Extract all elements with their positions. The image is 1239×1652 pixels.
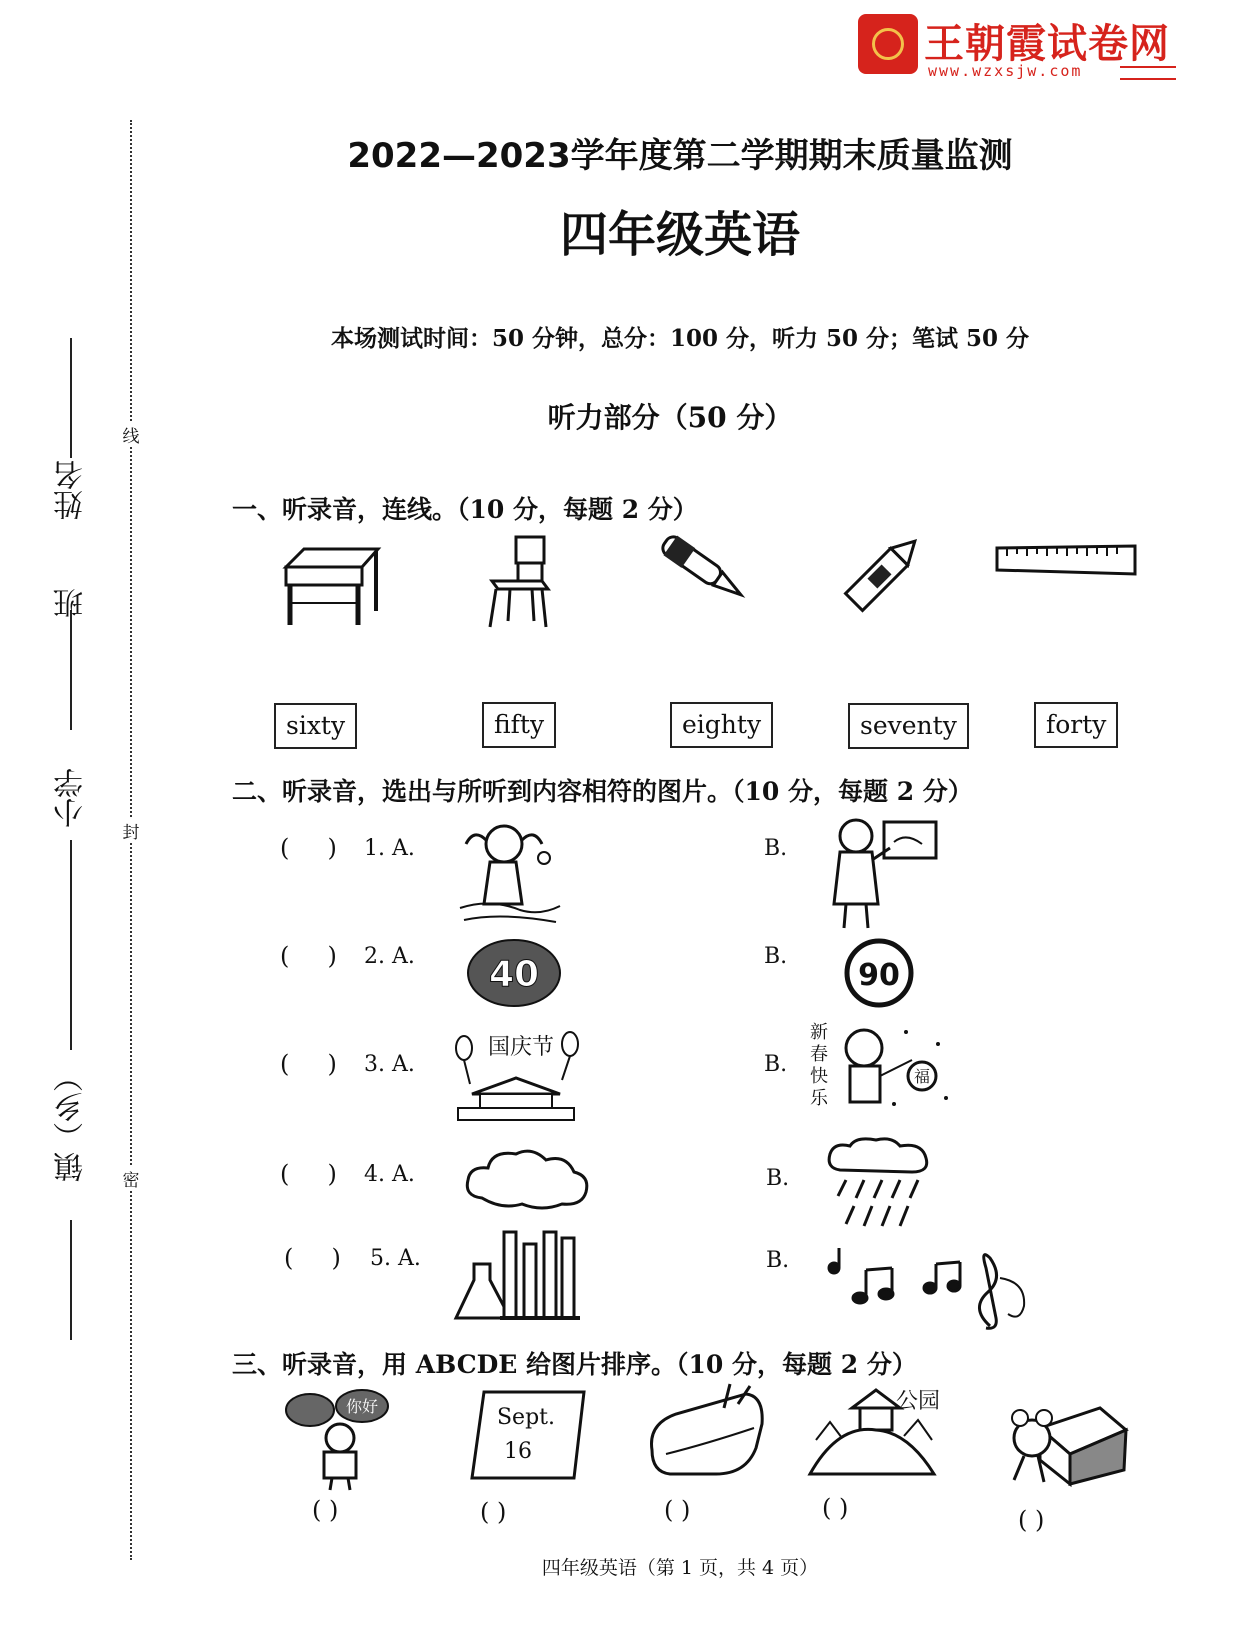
national-day-caption: 国庆节 [488,1035,555,1060]
option-b-label: B. [766,1248,790,1273]
word-box-sixty: sixty [274,703,357,749]
page-footer: 四年级英语（第 1 页，共 4 页） [541,1557,819,1579]
ruler-icon [995,542,1137,578]
answer-blank: ( ) [280,834,337,862]
seal-seal-mark: 封 [120,818,142,843]
science-lab-icon [454,1224,584,1324]
desk-icon [282,545,382,627]
sign-90-icon [844,938,914,1008]
park-pavilion-icon [808,1380,941,1484]
question-number: 3. A. [364,1052,415,1077]
exam-title: 2022—2023学年度第二学期期末质量监测 [347,136,1013,176]
calendar-day: 16 [504,1439,532,1464]
question-number: 2. A. [364,944,415,969]
brand-decor [1120,66,1176,80]
section3-heading: 三、听录音，用 ABCDE 给图片排序。（10 分，每题 2 分） [232,1350,917,1379]
bubble-text: 你好 [345,1397,379,1416]
question-number: 5. A. [370,1246,421,1271]
class-blank-line [70,610,72,730]
cloud-icon [462,1146,592,1214]
order-blank-4: ( ) [822,1494,849,1522]
seal-line-mark: 线 [120,422,142,447]
spring-festival-boy-icon [834,1020,954,1112]
answer-blank: ( ) [280,1160,337,1188]
mouse-cheese-icon [1004,1388,1130,1488]
fu-sign-text: 福 [913,1067,931,1086]
school-label: 小学 [54,768,89,828]
word-box-fifty: fifty [482,702,556,748]
answer-blank: ( ) [280,1050,337,1078]
answer-blank: ( ) [284,1244,341,1272]
question-number: 1. A. [364,836,415,861]
exam-info: 本场测试时间：50 分钟，总分：100 分，听力 50 分；笔试 50 分 [330,325,1030,352]
option-b-label: B. [764,836,788,861]
pen-icon [652,530,752,612]
teacher-icon [826,812,938,932]
crayon-icon [838,528,928,618]
brand-badge-icon [858,14,918,74]
answer-blank: ( ) [280,942,337,970]
section1-heading: 一、听录音，连线。（10 分，每题 2 分） [232,495,698,524]
rain-icon [826,1136,936,1236]
question-number: 4. A. [364,1162,415,1187]
calendar-month: Sept. [496,1405,556,1430]
option-b-label: B. [764,1052,788,1077]
exam-subject: 四年级英语 [559,207,800,263]
town-blank-line [70,1220,72,1340]
brand-logo [858,10,1178,78]
girl-walking-icon [460,818,560,926]
name-label: 姓名 [54,460,89,520]
town-label: 镇（乡） [54,1062,89,1182]
calendar-icon [470,1388,588,1482]
school-blank-line [70,840,72,1050]
boy-hello-icon [284,1388,392,1492]
sign-40-value: 40 [488,954,540,995]
part-heading: 听力部分（50 分） [547,401,793,434]
chair-icon [486,535,556,629]
tiananmen-icon [446,1030,586,1122]
spring-festival-caption: 新春快乐 [810,1022,828,1109]
word-box-eighty: eighty [670,702,773,748]
order-blank-2: ( ) [480,1498,507,1526]
word-box-seventy: seventy [848,703,969,749]
order-blank-5: ( ) [1018,1506,1045,1534]
seal-secret-mark: 密 [120,1166,142,1191]
park-label: 公园 [896,1389,941,1414]
section2-heading: 二、听录音，选出与所听到内容相符的图片。（10 分，每题 2 分） [232,777,973,806]
word-box-forty: forty [1034,702,1118,748]
option-b-label: B. [764,944,788,969]
brand-url: www.wzxsjw.com [928,62,1083,80]
sign-40-icon [466,938,562,1008]
order-blank-1: ( ) [312,1496,339,1524]
option-b-label: B. [766,1166,790,1191]
order-blank-3: ( ) [664,1496,691,1524]
pencil-case-icon [646,1384,766,1480]
sign-90-value: 90 [858,958,900,993]
class-label: 班 [54,588,89,618]
brand-name: 王朝霞试卷网 [924,21,1170,67]
music-notes-icon [820,1248,1030,1332]
name-blank-line [70,338,72,458]
